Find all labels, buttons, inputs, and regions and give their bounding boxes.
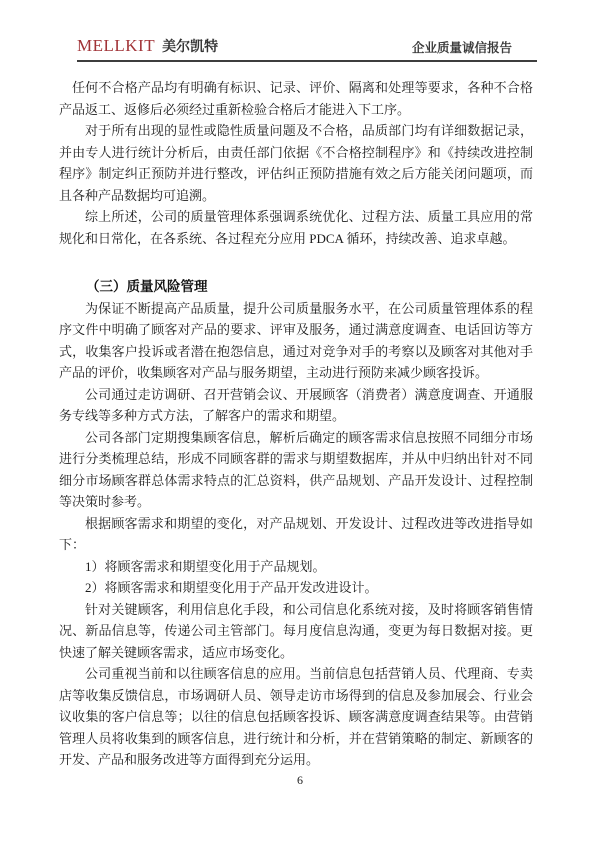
paragraph: 为保证不断提高产品质量，提升公司质量服务水平，在公司质量管理体系的程序文件中明确了顾客对产品的要求、评审及服务，通过满意度调查、电话回访等方式，收集客户投诉或者潜在抱怨信息，通过对竞争对手的考察以及顾客对其他对手产品的评价，收集顾客对产品与服务期望，主动进行预防来减少顾客投诉。 bbox=[59, 300, 533, 380]
paragraph: 根据顾客需求和期望的变化，对产品规划、开发设计、过程改进等改进指导如下： bbox=[59, 515, 533, 552]
paragraph: 任何不合格产品均有明确有标识、记录、评价、隔离和处理等要求，各种不合格产品返工、返修后必须经过重新检验合格后才能进入下工序。 bbox=[59, 80, 533, 117]
paragraph: 针对关键顾客，利用信息化手段，和公司信息化系统对接，及时将顾客销售情况、新品信息等，传递公司主管部门。每月度信息沟通，变更为每日数据对接。更快速了解关键顾客需求，适应市场变化。 bbox=[59, 601, 533, 660]
page-number: 6 bbox=[297, 773, 303, 787]
report-title: 企业质量诚信报告 bbox=[411, 41, 512, 55]
page-header bbox=[77, 36, 537, 62]
list-item: 1）将顾客需求和期望变化用于产品规划。 bbox=[85, 558, 326, 574]
brand-latin-text: MELLKIT bbox=[77, 36, 156, 55]
paragraph: 对于所有出现的显性或隐性质量问题及不合格，品质部门均有详细数据记录，并由专人进行统计分析后，由责任部门依据《不合格控制程序》和《持续改进控制程序》制定纠正预防并进行整改，评估纠正预防措施有效之后方能关闭问题项，而且各种产品数据均可追溯。 bbox=[59, 123, 533, 203]
paragraph: 综上所述，公司的质量管理体系强调系统优化、过程方法、质量工具应用的常规化和日常化，在各系统、各过程充分应用 PDCA 循环，持续改善、追求卓越。 bbox=[59, 209, 533, 246]
paragraph: 公司通过走访调研、召开营销会议、开展顾客（消费者）满意度调查、开通服务专线等多种方式方法，了解客户的需求和期望。 bbox=[59, 386, 533, 423]
document-body bbox=[59, 77, 533, 771]
brand-cjk-text: 美尔凯特 bbox=[162, 38, 219, 54]
list-item: 2）将顾客需求和期望变化用于产品开发改进设计。 bbox=[85, 580, 378, 595]
brand-logo bbox=[77, 36, 218, 56]
paragraph: 公司各部门定期搜集顾客信息，解析后确定的顾客需求信息按照不同细分市场进行分类梳理总结，形成不同顾客群的需求与期望数据库，并从中归纳出针对不同细分市场顾客群总体需求特点的汇总资料，供产品规划、产品开发设计、过程控制等决策时参考。 bbox=[59, 429, 533, 509]
section-heading: （三）质量风险管理 bbox=[86, 279, 208, 294]
paragraph: 公司重视当前和以往顾客信息的应用。当前信息包括营销人员、代理商、专卖店等收集反馈信息，市场调研人员、领导走访市场得到的信息及参加展会、行业会议收集的客户信息等；以往的信息包括顾客投诉、顾客满意度调查结果等。由营销管理人员将收集到的顾客信息，进行统计和分析，并在营销策略的制定、新顾客的开发、产品和服务改进等方面得到充分运用。 bbox=[59, 666, 533, 767]
